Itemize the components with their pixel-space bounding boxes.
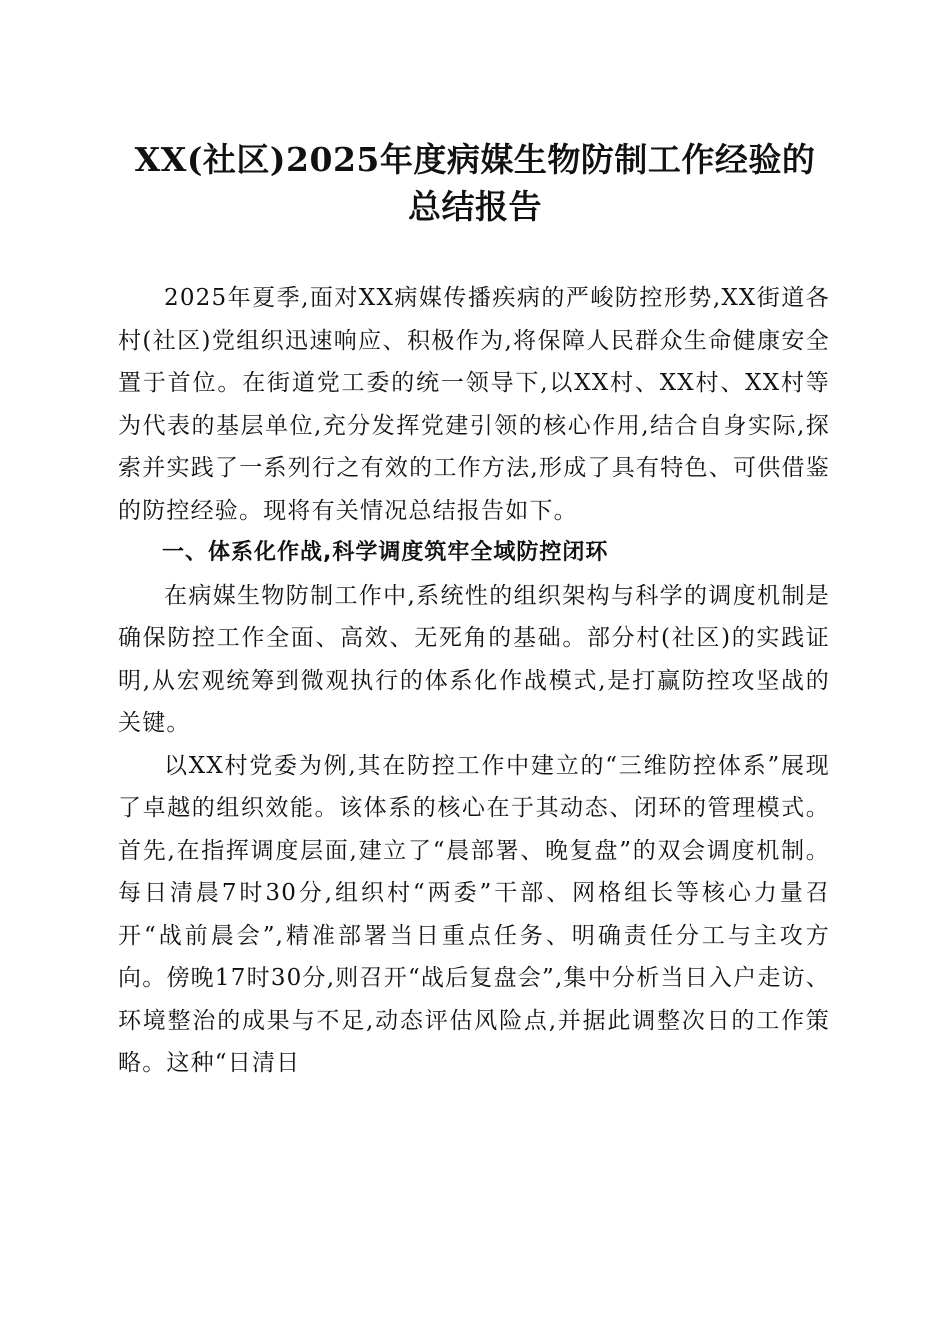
body-paragraph: 在病媒生物防制工作中,系统性的组织架构与科学的调度机制是确保防控工作全面、高效、无死角的基础。部分村(社区)的实践证明,从宏观统筹到微观执行的体系化作战模式,是打赢防控攻坚战的关键。: [118, 582, 830, 736]
document-body: [118, 277, 830, 1085]
section-heading: 一、体系化作战,科学调度筑牢全域防控闭环: [162, 540, 609, 565]
title-line-2: 总结报告: [408, 187, 542, 226]
body-paragraph: 以XX村党委为例,其在防控工作中建立的“三维防控体系”展现了卓越的组织效能。该体系的核心在于其动态、闭环的管理模式。首先,在指挥调度层面,建立了“晨部署、晚复盘”的双会调度机制。每日清晨7时30分,组织村“两委”干部、网格组长等核心力量召开“战前晨会”,精准部署当日重点任务、明确责任分工与主攻方向。傍晚17时30分,则召开“战后复盘会”,集中分析当日入户走访、环境整治的成果与不足,动态评估风险点,并据此调整次日的工作策略。这种“日清日: [118, 752, 830, 1076]
document-title: [100, 136, 850, 230]
intro-paragraph: 2025年夏季,面对XX病媒传播疾病的严峻防控形势,XX街道各村(社区)党组织迅速响应、积极作为,将保障人民群众生命健康安全置于首位。在街道党工委的统一领导下,以XX村、XX村、XX村等为代表的基层单位,充分发挥党建引领的核心作用,结合自身实际,探索并实践了一系列行之有效的工作方法,形成了具有特色、可供借鉴的防控经验。现将有关情况总结报告如下。: [118, 285, 830, 524]
title-line-1: XX(社区)2025年度病媒生物防制工作经验的: [134, 140, 816, 179]
